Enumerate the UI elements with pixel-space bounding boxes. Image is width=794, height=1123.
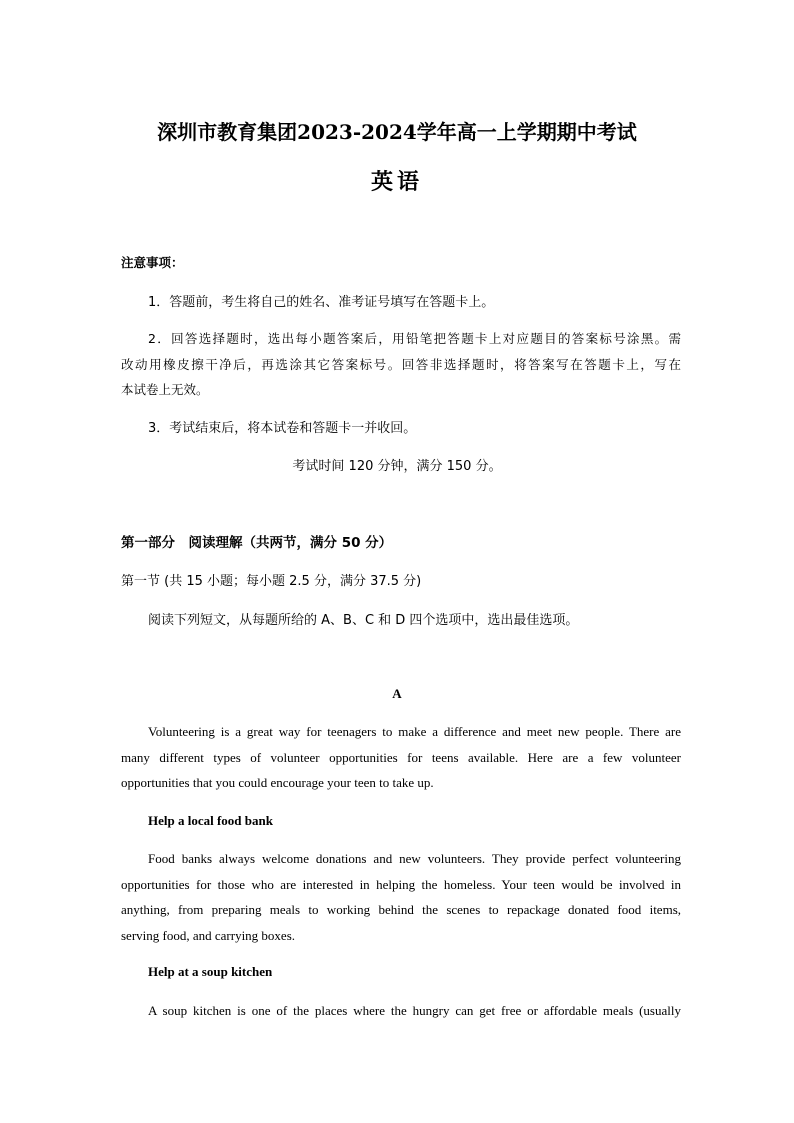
subject-title: 英语 [370,169,423,195]
passage-line: opportunities for those who are interested in helping the homeless. Your teen would be involved in [121,876,681,892]
passage-line: many different types of volunteer opportunities for teens available. Here are a few volunteer [121,749,681,765]
note-item-2 [121,326,681,403]
subheading-food-bank: Help a local food bank [148,813,273,828]
part1-heading: 第一部分 阅读理解（共两节，满分 50 分） [121,535,393,551]
passage-intro [121,719,681,796]
passage-line: Volunteering is a great way for teenagers to make a difference and meet new people. There are [148,724,681,739]
exam-time: 考试时间 120 分钟，满分 150 分。 [292,459,502,474]
passage-line: serving food, and carrying boxes. [121,927,296,943]
section1-info: 第一节 (共 15 小题；每小题 2.5 分，满分 37.5 分) [121,574,422,589]
passage-line: opportunities that you could encourage your teen to take up. [121,775,434,790]
exam-title: 深圳市教育集团2023-2024学年高一上学期期中考试 [157,120,637,144]
note-item-2-line: 2．回答选择题时，选出每小题答案后，用铅笔把答题卡上对应题目的答案标号涂黑。需 [148,331,681,346]
passage-letter: A [392,686,402,701]
passage-line: A soup kitchen is one of the places where the hungry can get free or affordable meals (usually [148,1003,681,1018]
note-item-1: 1．答题前，考生将自己的姓名、准考证号填写在答题卡上。 [148,295,495,310]
passage-line: anything, from preparing meals to working behind the scenes to repackage donated food items, [121,902,681,917]
reading-instruction: 阅读下列短文，从每题所给的 A、B、C 和 D 四个选项中，选出最佳选项。 [148,613,579,628]
notes-heading: 注意事项： [121,255,184,270]
passage-line: Food banks always welcome donations and new volunteers. They provide perfect volunteering [148,851,681,866]
note-item-2-line: 改动用橡皮擦干净后，再选涂其它答案标号。回答非选择题时，将答案写在答题卡上，写在 [121,356,681,372]
note-item-2-line: 本试卷上无效。 [121,382,209,397]
subheading-soup-kitchen: Help at a soup kitchen [148,964,273,979]
food-bank-paragraph [121,846,681,948]
soup-kitchen-paragraph [121,998,681,1024]
note-item-3: 3．考试结束后，将本试卷和答题卡一并收回。 [148,421,417,436]
